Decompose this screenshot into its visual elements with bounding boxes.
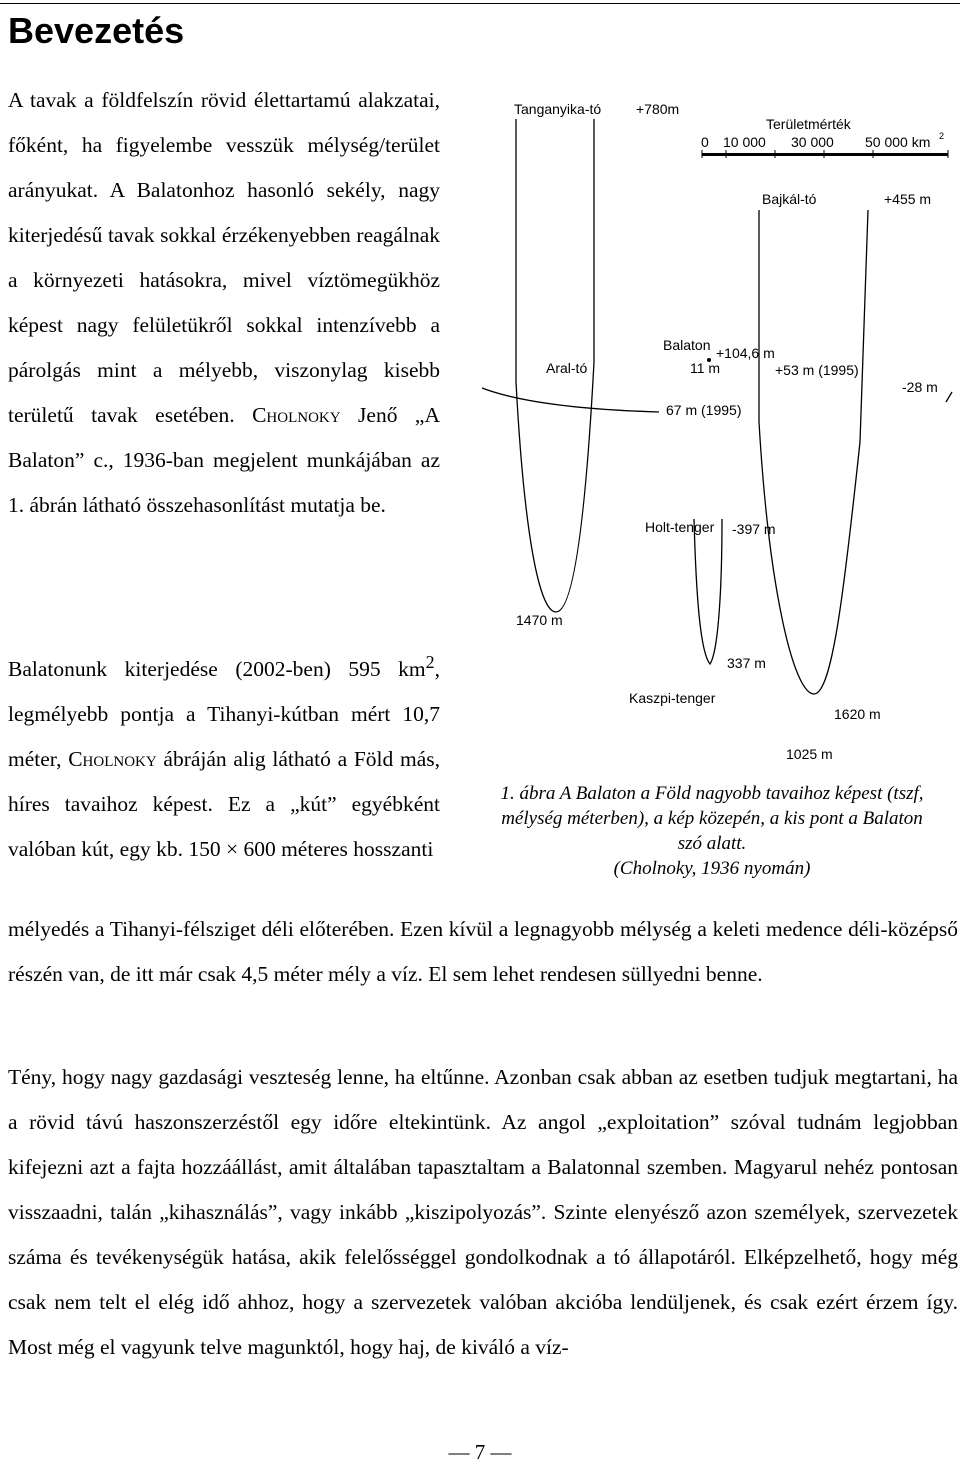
bajkal-depth: 1620 m — [834, 706, 881, 722]
tanganyika-label: Tanganyika-tó — [514, 101, 602, 117]
page-number: — 7 — — [448, 1440, 512, 1464]
caption-line-3: szó alatt. — [677, 833, 747, 854]
aral-profile — [482, 388, 659, 412]
intro-text-cont: Jenő „A Balaton” c., 1936-ban megjelent munkájában az 1. ábrán látható összehasonlítást mutatja be. — [8, 403, 440, 517]
intro-paragraph — [8, 78, 440, 528]
figure-caption — [464, 781, 960, 881]
balaton-paragraph — [8, 640, 440, 872]
balaton-elevation: +104,6 m — [716, 345, 775, 361]
balaton-label: Balaton — [663, 337, 711, 353]
caption-line-4: (Cholnoky, 1936 nyomán) — [613, 858, 811, 879]
holt-elevation: -397 m — [732, 521, 776, 537]
holt-depth: 337 m — [727, 655, 766, 671]
scale-unit-sup: 2 — [939, 131, 945, 141]
balaton-paragraph-continuation — [8, 907, 958, 997]
km2-superscript: 2 — [425, 652, 435, 672]
balaton-depth: 11 m — [690, 360, 721, 376]
author-name: Cholnoky — [252, 403, 341, 427]
aral-elevation: +53 m (1995) — [775, 362, 859, 378]
balaton-text-b: , legmélyebb pontja a Tihanyi-kútban mért 10,7 méter, — [8, 657, 440, 772]
scale-tick-0: 0 — [701, 134, 709, 150]
caption-line-1: 1. ábra A Balaton a Föld nagyobb tavaihoz képest (tszf, — [500, 783, 924, 804]
scale-title: Területmérték — [766, 116, 851, 132]
balaton-text-c: ábráján alig látható a Föld más, híres tavaihoz képest. Ez a „kút” egyébként valóban kút, egy kb. 150 × 600 méteres hosszanti — [8, 747, 440, 862]
tanganyika-elevation: +780m — [636, 101, 680, 117]
continuation-text: mélyedés a Tihanyi-félsziget déli előterében. Ezen kívül a legnagyobb mélység a keleti medence déli-középső részén van, de itt már csak 4,5 méter mély a víz. El sem lehet rendesen süllyedni benne. — [8, 917, 958, 986]
scale-tick-1: 10 000 — [723, 134, 766, 150]
bajkal-profile — [759, 210, 868, 694]
exploitation-paragraph — [8, 1055, 958, 1370]
exploitation-text: Tény, hogy nagy gazdasági veszteség lenne, ha eltűnne. Azonban csak abban az esetben tudjuk megtartani, ha a rövid távú haszonszerzéstől egy időre eltekintünk. Az angol „exploitation” szóval tudnám legjobban kifejezni azt a fajta hozzáállást, amit általában tapasztaltam a Balatonnal szemben. Magyarul nehéz pontosan visszaadni, talán „kihasználás”, vagy inkább „kiszipolyozás”. Szinte elenyésző azon személyek, szervezetek száma és tevékenységük hatása, akik felelősséggel gondolkodnak a tó állapotáról. Elképzelhető, hogy még csak nem telt el elég idő ahhoz, hogy a szervezetek valóban akcióba lendüljenek, és csak ezért érzem így. Most még el vagyunk telve magunktól, hogy haj, de kiváló a víz- — [8, 1065, 958, 1359]
caption-line-2: mélység méterben), a kép közepén, a kis pont a Balaton — [501, 808, 923, 829]
author-name-2: Cholnoky — [68, 747, 157, 772]
scale-bar — [702, 153, 948, 156]
holt-profile — [694, 519, 722, 664]
lake-comparison-figure — [464, 92, 960, 772]
aral-depth: 67 m (1995) — [666, 402, 742, 418]
kaspi-elevation: -28 m — [902, 379, 938, 395]
top-rule — [0, 3, 960, 4]
bajkal-elevation: +455 m — [884, 191, 932, 207]
kaspi-label: Kaszpi-tenger — [629, 690, 716, 706]
lake-profile-diagram — [464, 92, 960, 772]
bajkal-label: Bajkál-tó — [762, 191, 817, 207]
tanganyika-depth: 1470 m — [516, 612, 563, 628]
holt-label: Holt-tenger — [645, 519, 715, 535]
scale-tick-2: 30 000 — [791, 134, 834, 150]
kaspi-depth: 1025 m — [786, 746, 833, 762]
aral-label: Aral-tó — [546, 360, 588, 376]
page-title: Bevezetés — [8, 10, 185, 51]
scale-tick-3: 50 000 km — [865, 134, 931, 150]
kaspi-edge — [946, 392, 952, 402]
balaton-text-a: Balatonunk kiterjedése (2002-ben) 595 km — [8, 657, 426, 682]
intro-text: A tavak a földfelszín rövid élettartamú alakzatai, főként, ha figyelembe vesszük mélység/terület arányukat. A Balatonhoz hasonló sekély, nagy kiterjedésű tavak sokkal érzékenyebben reagálnak a környezeti hatásokra, mivel víztömegükhöz képest nagy felületükről sokkal intenzívebb a párolgás mint a mélyebb, viszonylag kisebb területű tavak esetében. — [8, 88, 440, 427]
